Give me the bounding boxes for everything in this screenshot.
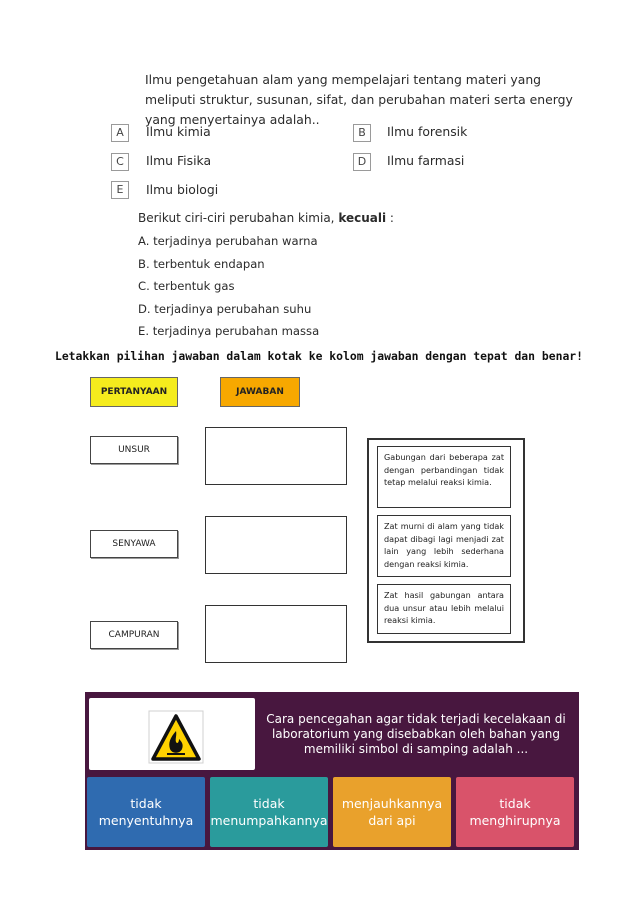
option-e-letter[interactable]: E bbox=[111, 181, 129, 199]
question-1-text: Ilmu pengetahuan alam yang mempelajari tentang materi yang meliputi struktur, susunan, sifat, dan perubahan materi serta energy yang menyertainya adalah.. bbox=[145, 72, 573, 127]
header-question: PERTANYAAN bbox=[90, 377, 178, 407]
answer-dropzone-campuran[interactable] bbox=[205, 605, 347, 663]
question-campuran: CAMPURAN bbox=[90, 621, 178, 649]
choice-card-campuran-definition[interactable]: Gabungan dari beberapa zat dengan perbandingan tidak tetap melalui reaksi kimia. bbox=[377, 446, 511, 508]
option-d-label[interactable]: Ilmu farmasi bbox=[387, 153, 465, 168]
choice-card-unsur-definition[interactable]: Zat murni di alam yang tidak dapat dibagi lagi menjadi zat lain yang lebih sederhana dengan reaksi kimia. bbox=[377, 515, 511, 577]
question-2-option-b: B. terbentuk endapan bbox=[138, 257, 265, 271]
question-2-option-d: D. terjadinya perubahan suhu bbox=[138, 302, 312, 316]
option-a-label[interactable]: Ilmu kimia bbox=[146, 124, 211, 139]
question-2-stem-prefix: Berikut ciri-ciri perubahan kimia, bbox=[138, 211, 339, 225]
question-2-option-c: C. terbentuk gas bbox=[138, 279, 235, 293]
option-c-label[interactable]: Ilmu Fisika bbox=[146, 153, 212, 168]
flammable-warning-icon bbox=[89, 698, 255, 770]
quiz-image-frame bbox=[89, 698, 255, 770]
option-c-letter[interactable]: C bbox=[111, 153, 129, 171]
option-d-letter[interactable]: D bbox=[353, 153, 371, 171]
question-unsur: UNSUR bbox=[90, 436, 178, 464]
option-a-letter[interactable]: A bbox=[111, 124, 129, 142]
choice-card-senyawa-definition[interactable]: Zat hasil gabungan antara dua unsur atau lebih melalui reaksi kimia. bbox=[377, 584, 511, 634]
answer-button-2[interactable]: tidak menumpahkannya bbox=[210, 777, 328, 847]
option-b-label[interactable]: Ilmu forensik bbox=[387, 124, 468, 139]
option-b-letter[interactable]: B bbox=[353, 124, 371, 142]
question-2-stem-suffix: : bbox=[386, 211, 394, 225]
answer-button-3[interactable]: menjauhkannya dari api bbox=[333, 777, 451, 847]
question-2-option-e: E. terjadinya perubahan massa bbox=[138, 324, 320, 338]
header-answer: JAWABAN bbox=[220, 377, 300, 407]
option-e-label[interactable]: Ilmu biologi bbox=[146, 182, 219, 197]
answer-dropzone-senyawa[interactable] bbox=[205, 516, 347, 574]
quiz-question-text: Cara pencegahan agar tidak terjadi kecelakaan di laboratorium yang disebabkan oleh bahan yang memiliki simbol di samping adalah ... bbox=[266, 712, 566, 756]
question-2-stem-bold: kecuali bbox=[338, 211, 387, 225]
choices-panel bbox=[367, 438, 525, 643]
question-2-stem bbox=[138, 211, 394, 225]
answer-button-4[interactable]: tidak menghirupnya bbox=[456, 777, 574, 847]
quiz-card bbox=[85, 692, 579, 850]
question-senyawa: SENYAWA bbox=[90, 530, 178, 558]
question-2-option-a: A. terjadinya perubahan warna bbox=[138, 234, 318, 248]
instruction-text: Letakkan pilihan jawaban dalam kotak ke kolom jawaban dengan tepat dan benar! bbox=[54, 349, 584, 363]
answer-button-1[interactable]: tidak menyentuhnya bbox=[87, 777, 205, 847]
answer-dropzone-unsur[interactable] bbox=[205, 427, 347, 485]
